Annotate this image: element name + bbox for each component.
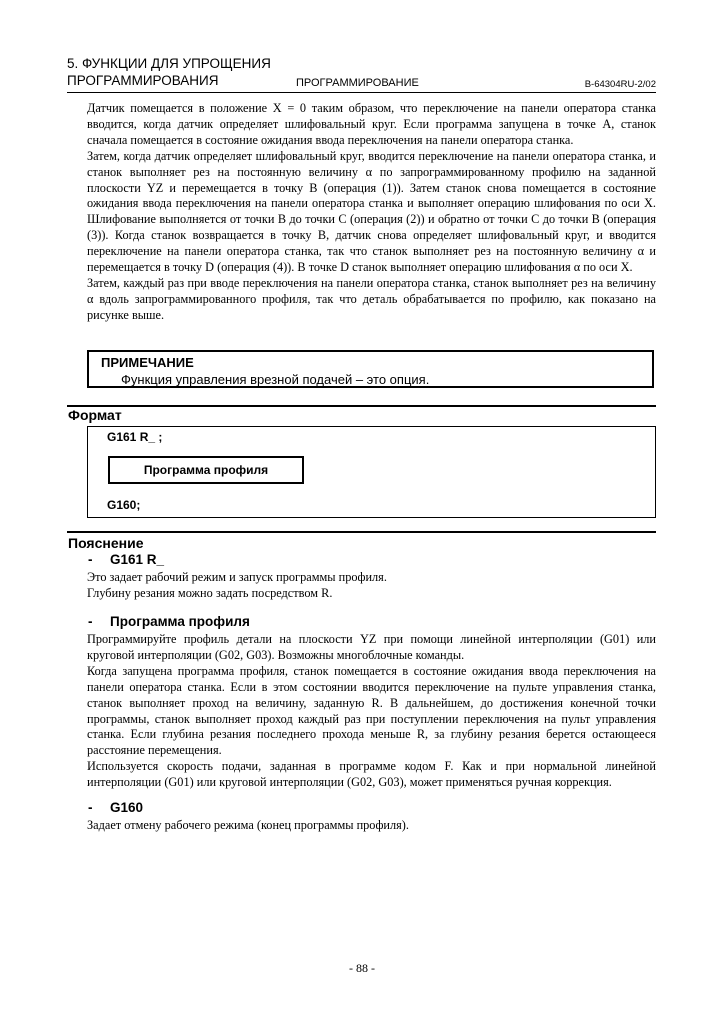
note-box	[87, 350, 654, 388]
note-text: Функция управления врезной подачей – это опция.	[121, 372, 430, 387]
page-number: - 88 -	[349, 961, 375, 975]
explanation-heading: Пояснение	[68, 535, 144, 551]
paragraph: Программируйте профиль детали на плоскости YZ при помощи линейной интерполяции (G01) или круговой интерполяции (G02, G03). Возможны многоблочные команды.	[87, 632, 656, 662]
bullet-dash: -	[88, 800, 93, 815]
note-title: ПРИМЕЧАНИЕ	[101, 355, 194, 370]
intro-text	[87, 101, 656, 324]
explanation-divider	[67, 531, 656, 533]
format-g161-line: G161 R_ ;	[107, 430, 163, 444]
paragraph: Это задает рабочий режим и запуск программы профиля.	[87, 570, 387, 584]
chapter-title: 5. ФУНКЦИИ ДЛЯ УПРОЩЕНИЯ ПРОГРАММИРОВАНИЯ	[67, 56, 271, 88]
bullet-dash: -	[88, 614, 93, 629]
bullet-dash: -	[88, 552, 93, 567]
format-box	[87, 426, 656, 518]
format-program-box: Программа профиля	[108, 456, 304, 484]
format-divider	[67, 405, 656, 407]
g160-subheading: - G160	[88, 800, 144, 815]
format-g160-line: G160;	[107, 498, 141, 512]
g161-text	[87, 570, 656, 602]
intro-paragraph: Датчик помещается в положение X = 0 таким образом, что переключение на панели оператора станка вводится, когда датчик определяет шлифовальный круг. Если программа запущена в точке A, станок сначала помещается в состояние ожидания ввода переключения на панели оператора станка.	[87, 101, 656, 147]
paragraph: Используется скорость подачи, заданная в программе кодом F. Как и при нормальной линейной интерполяции (G01) или круговой интерполяции (G02, G03), может применяться ручная коррекция.	[87, 759, 656, 790]
paragraph: Глубину резания можно задать посредством R.	[87, 585, 333, 600]
header-divider	[67, 92, 656, 93]
intro-paragraph: Затем, каждый раз при вводе переключения на панели оператора станка, станок выполняет рез на величину α вдоль запрограммированного профиля, так что деталь обрабатывается по профилю, как показано на рисунке выше.	[87, 275, 656, 322]
profile-subheading: - Программа профиля	[88, 614, 250, 629]
format-heading: Формат	[68, 407, 122, 423]
g160-text	[87, 818, 656, 834]
intro-paragraph: Затем, когда датчик определяет шлифовальный круг, вводится переключение на панели оператора станка, и станок выполняет рез на постоянную величину α по запрограммированному профилю на заданной плоскости YZ и перемещается в точку B (операция (1)). Затем станок снова помещается в состояние ожидания ввода переключения на панели оператора станка и выполняет операцию шлифования по оси X. Шлифование выполняется от точки B до точки C (операция (2)) и обратно от точки C до точки B (операция (3)). Когда станок возвращается в точку B, датчик снова определяет шлифовальный круг, и вводится переключение на панели оператора станка, так что станок выполняет рез на постоянную величину α и перемещается в точку D (операция (4)). В точке D станок выполняет операцию шлифования α по оси X.	[87, 148, 656, 275]
profile-text	[87, 632, 656, 791]
g161-subheading: - G161 R_	[88, 552, 165, 567]
section-subtitle: ПРОГРАММИРОВАНИЕ	[296, 77, 419, 89]
paragraph: Когда запущена программа профиля, станок помещается в состояние ожидания ввода переключения на панели оператора станка. Если в этом состоянии вводится переключение на пульте управления станка, станок выполняет проход на величину, заданную R. В дальнейшем, до достижения конечной точки программы, станок выполняет проход каждый раз при поступлении переключения на пульт управления станка. Если глубина резания последнего прохода меньше R, за глубину резания берется остающееся расстояние перемещения.	[87, 663, 656, 758]
paragraph: Задает отмену рабочего режима (конец программы профиля).	[87, 818, 409, 832]
document-code: B-64304RU-2/02	[584, 79, 656, 90]
